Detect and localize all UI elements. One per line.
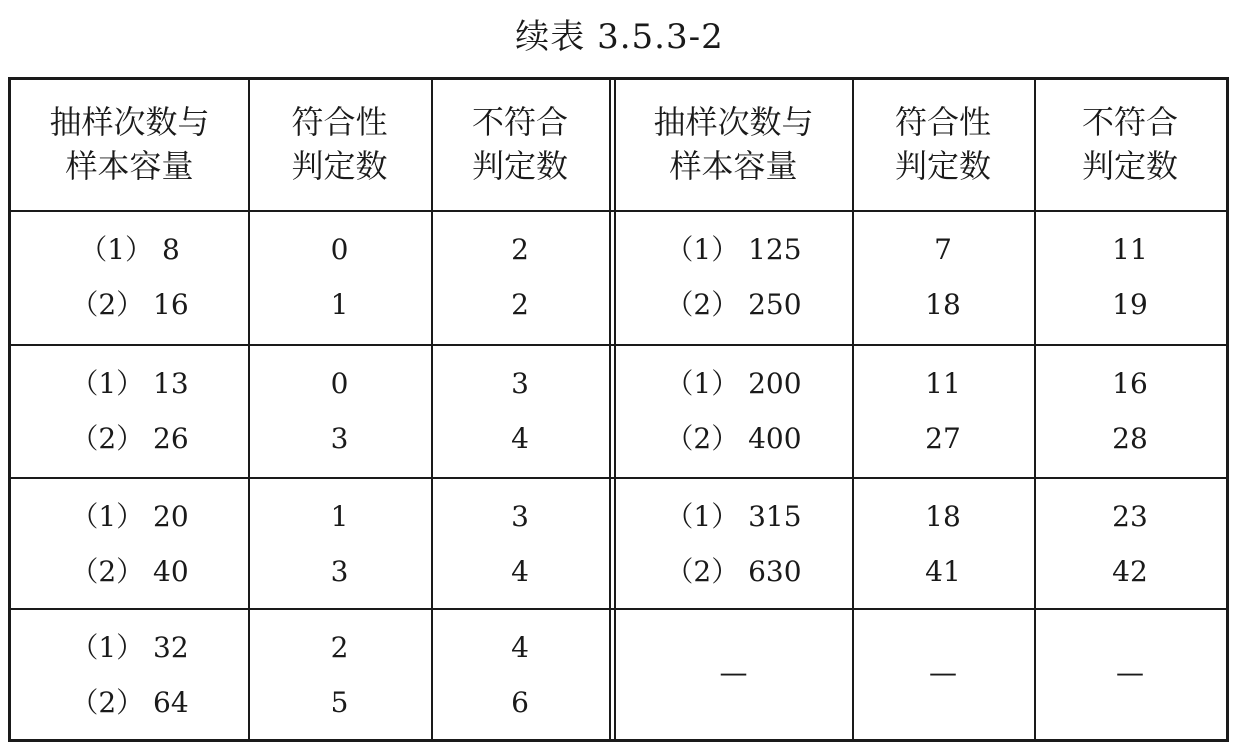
cell-reject: 16 — [1112, 367, 1148, 400]
cell-sample: （1） 315 — [665, 500, 802, 533]
header-reject-line: 判定数 — [1081, 147, 1178, 185]
cell-reject: 19 — [1112, 288, 1148, 321]
cell-reject: 4 — [511, 555, 529, 588]
cell-sample: （2） 250 — [665, 288, 802, 321]
cell-sample: （2） 630 — [665, 555, 802, 588]
header-sample-line: 抽样次数与 — [49, 103, 210, 141]
header-sample-line: 样本容量 — [669, 147, 798, 185]
cell-sample: （1） 13 — [70, 367, 189, 400]
acceptance-table — [8, 77, 1229, 742]
table-caption: 续表 3.5.3-2 — [515, 17, 724, 57]
cell-sample: （2） 40 — [70, 555, 189, 588]
cell-reject: 3 — [511, 500, 529, 533]
cell-accept: 0 — [330, 233, 349, 266]
header-reject-line: 不符合 — [1081, 103, 1178, 141]
cell-sample: （2） 400 — [665, 422, 802, 455]
header-sample-line: 抽样次数与 — [653, 103, 814, 141]
cell-reject: 4 — [511, 631, 529, 664]
empty-cell-dash: — — [929, 656, 957, 689]
cell-accept: 11 — [925, 367, 961, 400]
row-divider — [11, 608, 1226, 610]
row-divider — [11, 477, 1226, 479]
cell-reject: 2 — [511, 288, 529, 321]
cell-reject: 6 — [511, 686, 529, 719]
cell-accept: 27 — [925, 422, 961, 455]
cell-accept: 18 — [925, 500, 961, 533]
cell-accept: 1 — [330, 288, 349, 321]
cell-sample: （1） 20 — [70, 500, 189, 533]
cell-reject: 23 — [1112, 500, 1148, 533]
header-reject-line: 判定数 — [471, 147, 568, 185]
cell-sample: （2） 64 — [70, 686, 189, 719]
empty-cell-dash: — — [1116, 656, 1144, 689]
cell-sample: （2） 16 — [70, 288, 189, 321]
row-divider — [11, 344, 1226, 346]
cell-accept: 0 — [330, 367, 349, 400]
header-accept-line: 符合性 — [291, 103, 388, 141]
cell-accept: 2 — [330, 631, 349, 664]
header-sample-line: 样本容量 — [65, 147, 194, 185]
cell-reject: 3 — [511, 367, 529, 400]
cell-reject: 11 — [1112, 233, 1148, 266]
cell-accept: 3 — [330, 422, 349, 455]
cell-reject: 4 — [511, 422, 529, 455]
cell-reject: 2 — [511, 233, 529, 266]
row-divider — [11, 210, 1226, 212]
cell-accept: 7 — [934, 233, 952, 266]
cell-accept: 41 — [925, 555, 961, 588]
header-accept-line: 判定数 — [291, 147, 388, 185]
cell-sample: （2） 26 — [70, 422, 189, 455]
cell-reject: 42 — [1112, 555, 1148, 588]
cell-accept: 3 — [330, 555, 349, 588]
header-accept-line: 符合性 — [894, 103, 991, 141]
cell-accept: 5 — [330, 686, 349, 719]
cell-sample: （1） 200 — [665, 367, 802, 400]
empty-cell-dash: — — [719, 656, 748, 689]
cell-accept: 18 — [925, 288, 961, 321]
cell-sample: （1） 32 — [70, 631, 189, 664]
cell-accept: 1 — [330, 500, 349, 533]
header-reject-line: 不符合 — [471, 103, 568, 141]
cell-sample: （1） 8 — [79, 233, 180, 266]
cell-reject: 28 — [1112, 422, 1148, 455]
double-rule-left — [609, 80, 611, 739]
header-accept-line: 判定数 — [894, 147, 991, 185]
cell-sample: （1） 125 — [665, 233, 802, 266]
